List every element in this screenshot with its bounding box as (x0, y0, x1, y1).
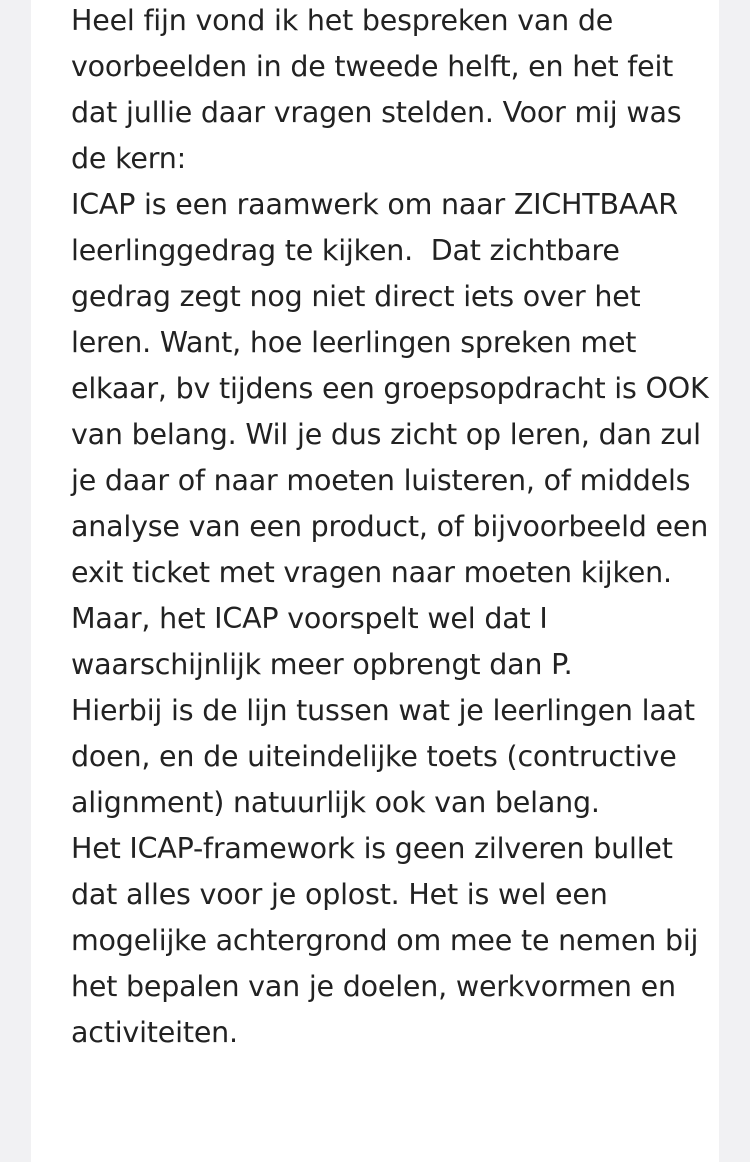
post-card (31, 0, 719, 1162)
post-paragraph-4: Hierbij is de lijn tussen wat je leerlingen laat doen, en de uiteindelijke toets (contructive alignment) natuurlijk ook van belang. (71, 694, 704, 819)
post-paragraph-5: Het ICAP-framework is geen zilveren bullet dat alles voor je oplost. Het is wel een mogelijke achtergrond om mee te nemen bij het bepalen van je doelen, werkvormen en activiteiten. (71, 832, 708, 1049)
post-paragraph-2: ICAP is een raamwerk om naar ZICHTBAAR leerlinggedrag te kijken. Dat zichtbare gedrag zegt nog niet direct iets over het leren. Want, hoe leerlingen spreken met elkaar, bv tijdens een groepsopdracht is OOK van belang. Wil je dus zicht op leren, dan zul je daar of naar moeten luisteren, of middels analyse van een product, of bijvoorbeeld een exit ticket met vragen naar moeten kijken. (71, 188, 718, 589)
post-paragraph-3: Maar, het ICAP voorspelt wel dat I waarschijnlijk meer opbrengt dan P. (71, 602, 573, 681)
post-paragraph-1: Heel fijn vond ik het bespreken van de voorbeelden in de tweede helft, en het feit dat jullie daar vragen stelden. Voor mij was de kern: (71, 4, 691, 175)
post-body (71, 0, 718, 1056)
